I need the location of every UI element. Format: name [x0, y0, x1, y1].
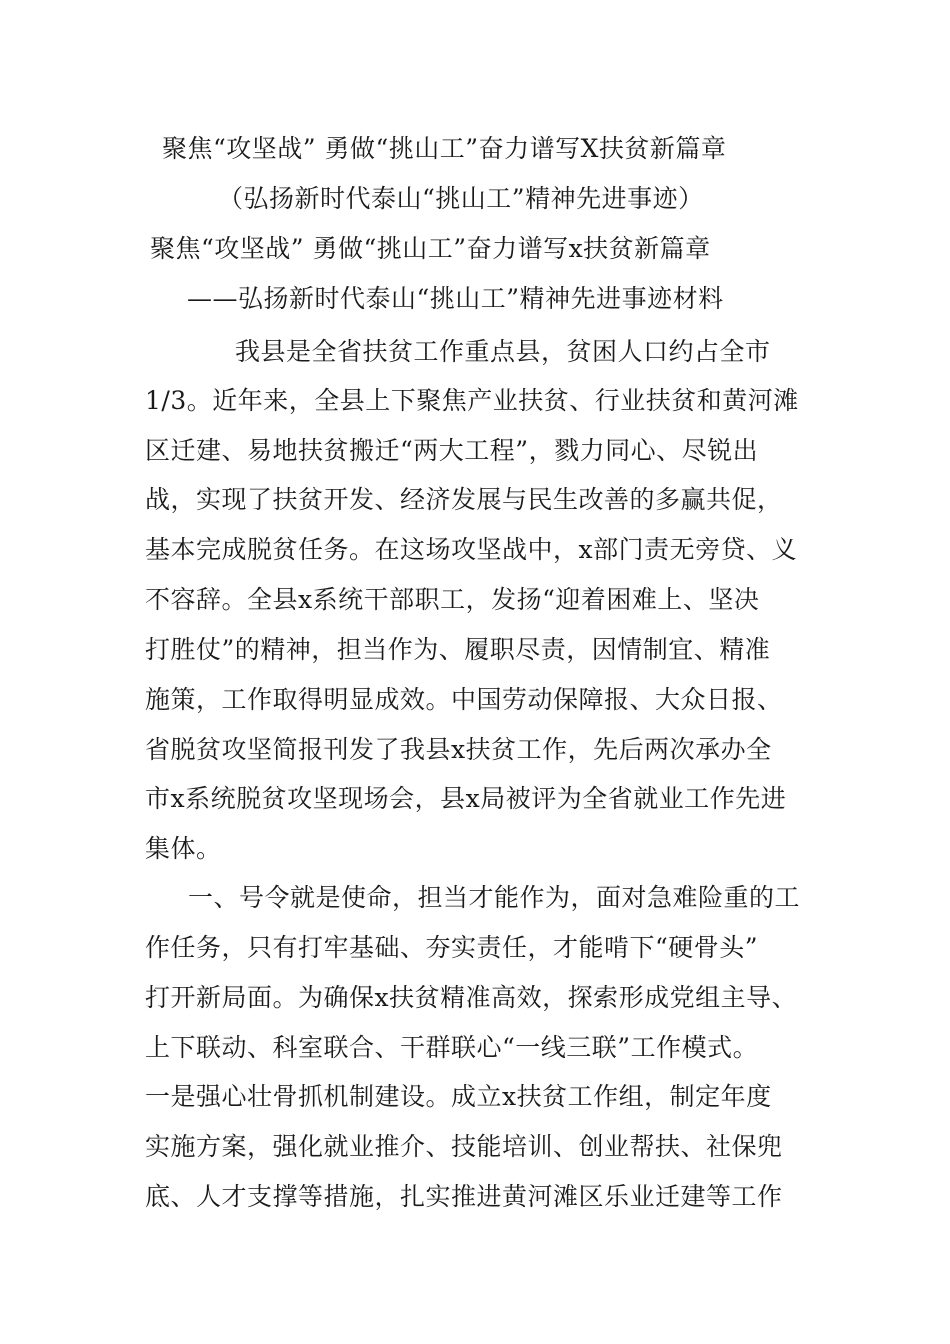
document-subtitle: （弘扬新时代泰山“挑山工”精神先进事迹）: [218, 184, 704, 213]
paragraph-line: 基本完成脱贫任务。在这场攻坚战中，x部门责无旁贷、义: [145, 535, 798, 564]
paragraph-line: 底、人才支撑等措施，扎实推进黄河滩区乐业迁建等工作: [145, 1182, 783, 1211]
article-subheading: ——弘扬新时代泰山“挑山工”精神先进事迹材料: [187, 284, 724, 313]
paragraph-line: 战，实现了扶贫开发、经济发展与民生改善的多赢共促，: [145, 485, 783, 514]
paragraph-line: 作任务，只有打牢基础、夯实责任，才能啃下“硬骨头”: [145, 933, 759, 962]
paragraph-line: 上下联动、科室联合、干群联心“一线三联”工作模式。: [145, 1033, 759, 1062]
paragraph-line: 不容辞。全县x系统干部职工，发扬“迎着困难上、坚决: [145, 585, 760, 614]
paragraph-line: 一是强心壮骨抓机制建设。成立x扶贫工作组，制定年度: [145, 1082, 772, 1111]
paragraph-line: 施策，工作取得明显成效。中国劳动保障报、大众日报、: [145, 685, 783, 714]
paragraph-line: 省脱贫攻坚简报刊发了我县x扶贫工作，先后两次承办全: [145, 735, 772, 764]
document-title: 聚焦“攻坚战” 勇做“挑山工”奋力谱写X扶贫新篇章: [162, 134, 727, 163]
paragraph-line: 1/3。近年来，全县上下聚焦产业扶贫、行业扶贫和黄河滩: [145, 386, 799, 415]
paragraph-line: 区迁建、易地扶贫搬迁“两大工程”，戮力同心、尽锐出: [145, 436, 759, 465]
paragraph-line: 一、号令就是使命，担当才能作为，面对急难险重的工: [188, 883, 801, 912]
paragraph-line: 打胜仗”的精神，担当作为、履职尽责，因情制宜、精准: [145, 635, 771, 664]
article-heading: 聚焦“攻坚战” 勇做“挑山工”奋力谱写x扶贫新篇章: [150, 234, 711, 263]
paragraph-line: 市x系统脱贫攻坚现场会，县x局被评为全省就业工作先进: [145, 784, 787, 813]
paragraph-line: 集体。: [145, 834, 222, 863]
paragraph-line: 我县是全省扶贫工作重点县，贫困人口约占全市: [235, 337, 771, 366]
paragraph-line: 实施方案，强化就业推介、技能培训、创业帮扶、社保兜: [145, 1132, 783, 1161]
paragraph-line: 打开新局面。为确保x扶贫精准高效，探索形成党组主导、: [145, 983, 798, 1012]
